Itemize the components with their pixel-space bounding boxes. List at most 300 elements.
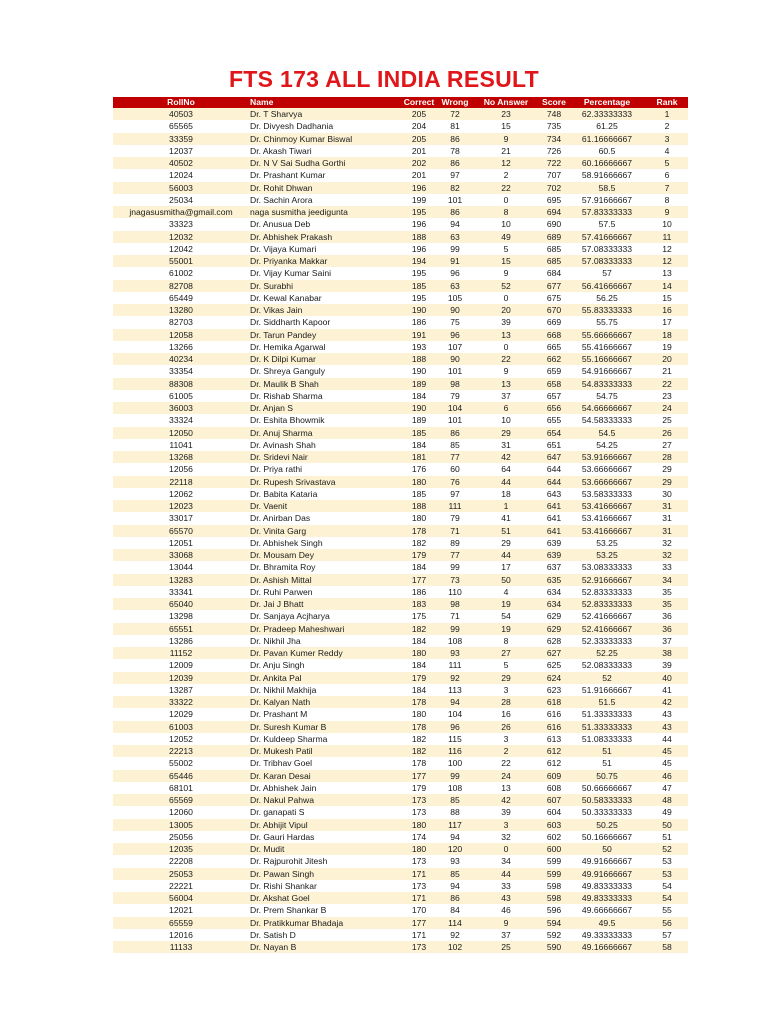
cell-no-answer: 21 <box>472 145 540 157</box>
cell-rollno: 33354 <box>113 365 249 377</box>
cell-wrong: 71 <box>438 525 472 537</box>
table-row <box>113 659 688 671</box>
cell-wrong: 113 <box>438 684 472 696</box>
cell-score: 644 <box>540 476 568 488</box>
cell-no-answer: 5 <box>472 659 540 671</box>
table-row <box>113 586 688 598</box>
cell-name: Dr. Anirban Das <box>249 512 400 524</box>
cell-no-answer: 22 <box>472 182 540 194</box>
cell-rollno: 65446 <box>113 770 249 782</box>
cell-percentage: 51 <box>568 757 646 769</box>
cell-percentage: 51.33333333 <box>568 708 646 720</box>
cell-rollno: 13280 <box>113 304 249 316</box>
cell-correct: 188 <box>400 353 438 365</box>
cell-no-answer: 50 <box>472 574 540 586</box>
cell-name: Dr. Avinash Shah <box>249 439 400 451</box>
cell-correct: 195 <box>400 267 438 279</box>
cell-correct: 193 <box>400 341 438 353</box>
cell-score: 644 <box>540 463 568 475</box>
cell-percentage: 53.41666667 <box>568 500 646 512</box>
cell-no-answer: 52 <box>472 280 540 292</box>
cell-rank: 29 <box>646 476 688 488</box>
cell-no-answer: 13 <box>472 782 540 794</box>
cell-rank: 10 <box>646 218 688 230</box>
cell-name: Dr. Hemika Agarwal <box>249 341 400 353</box>
cell-rank: 35 <box>646 598 688 610</box>
table-row <box>113 880 688 892</box>
cell-correct: 173 <box>400 880 438 892</box>
cell-percentage: 58.5 <box>568 182 646 194</box>
cell-wrong: 98 <box>438 598 472 610</box>
cell-rollno: 33324 <box>113 414 249 426</box>
cell-rollno: 13005 <box>113 819 249 831</box>
table-row <box>113 610 688 622</box>
table-row <box>113 537 688 549</box>
cell-percentage: 49.66666667 <box>568 904 646 916</box>
cell-name: Dr. Gauri Hardas <box>249 831 400 843</box>
cell-name: Dr. K Dilpi Kumar <box>249 353 400 365</box>
cell-rollno: 55001 <box>113 255 249 267</box>
cell-wrong: 105 <box>438 292 472 304</box>
cell-name: Dr. Jai J Bhatt <box>249 598 400 610</box>
cell-no-answer: 28 <box>472 696 540 708</box>
cell-rollno: 12039 <box>113 672 249 684</box>
cell-rollno: 61005 <box>113 390 249 402</box>
cell-no-answer: 22 <box>472 353 540 365</box>
cell-percentage: 60.16666667 <box>568 157 646 169</box>
cell-percentage: 49.33333333 <box>568 929 646 941</box>
cell-correct: 173 <box>400 794 438 806</box>
cell-name: Dr. Mukesh Patil <box>249 745 400 757</box>
cell-wrong: 60 <box>438 463 472 475</box>
cell-rank: 36 <box>646 623 688 635</box>
cell-rollno: 13268 <box>113 451 249 463</box>
cell-percentage: 49.5 <box>568 917 646 929</box>
cell-rank: 40 <box>646 672 688 684</box>
cell-no-answer: 9 <box>472 917 540 929</box>
cell-name: Dr. Siddharth Kapoor <box>249 316 400 328</box>
cell-wrong: 111 <box>438 500 472 512</box>
cell-rank: 39 <box>646 659 688 671</box>
cell-percentage: 56.25 <box>568 292 646 304</box>
cell-rollno: 25034 <box>113 194 249 206</box>
cell-correct: 189 <box>400 378 438 390</box>
cell-wrong: 79 <box>438 390 472 402</box>
cell-rank: 31 <box>646 512 688 524</box>
table-row <box>113 757 688 769</box>
result-table <box>113 97 688 953</box>
cell-rank: 50 <box>646 819 688 831</box>
cell-wrong: 86 <box>438 206 472 218</box>
table-row <box>113 329 688 341</box>
cell-percentage: 54.58333333 <box>568 414 646 426</box>
cell-no-answer: 15 <box>472 255 540 267</box>
cell-score: 634 <box>540 598 568 610</box>
cell-wrong: 96 <box>438 329 472 341</box>
table-row <box>113 488 688 500</box>
cell-rollno: 33323 <box>113 218 249 230</box>
cell-wrong: 88 <box>438 806 472 818</box>
cell-rank: 4 <box>646 145 688 157</box>
table-row <box>113 917 688 929</box>
cell-correct: 178 <box>400 696 438 708</box>
cell-score: 625 <box>540 659 568 671</box>
cell-score: 641 <box>540 525 568 537</box>
cell-name: Dr. N V Sai Sudha Gorthi <box>249 157 400 169</box>
cell-percentage: 52 <box>568 672 646 684</box>
table-row <box>113 353 688 365</box>
cell-no-answer: 1 <box>472 500 540 512</box>
cell-score: 647 <box>540 451 568 463</box>
cell-correct: 184 <box>400 561 438 573</box>
cell-no-answer: 44 <box>472 476 540 488</box>
cell-score: 734 <box>540 133 568 145</box>
cell-rank: 3 <box>646 133 688 145</box>
cell-no-answer: 0 <box>472 341 540 353</box>
cell-rank: 17 <box>646 316 688 328</box>
cell-correct: 202 <box>400 157 438 169</box>
cell-wrong: 73 <box>438 574 472 586</box>
cell-score: 656 <box>540 402 568 414</box>
cell-score: 623 <box>540 684 568 696</box>
cell-wrong: 102 <box>438 941 472 953</box>
cell-rollno: 65449 <box>113 292 249 304</box>
cell-rank: 41 <box>646 684 688 696</box>
cell-percentage: 49.83333333 <box>568 892 646 904</box>
cell-name: Dr. Kewal Kanabar <box>249 292 400 304</box>
cell-name: Dr. Kalyan Nath <box>249 696 400 708</box>
cell-correct: 182 <box>400 537 438 549</box>
cell-rank: 20 <box>646 353 688 365</box>
cell-rollno: 88308 <box>113 378 249 390</box>
cell-score: 659 <box>540 365 568 377</box>
cell-wrong: 63 <box>438 231 472 243</box>
cell-wrong: 85 <box>438 794 472 806</box>
cell-rollno: 22208 <box>113 855 249 867</box>
cell-rank: 55 <box>646 904 688 916</box>
cell-rollno: jnagasusmitha@gmail.com <box>113 206 249 218</box>
cell-percentage: 53.58333333 <box>568 488 646 500</box>
cell-rollno: 11152 <box>113 647 249 659</box>
cell-name: Dr. Sachin Arora <box>249 194 400 206</box>
cell-rollno: 65551 <box>113 623 249 635</box>
cell-no-answer: 39 <box>472 806 540 818</box>
cell-no-answer: 15 <box>472 120 540 132</box>
table-row <box>113 390 688 402</box>
cell-no-answer: 37 <box>472 390 540 402</box>
cell-percentage: 52.25 <box>568 647 646 659</box>
cell-wrong: 110 <box>438 586 472 598</box>
table-row <box>113 451 688 463</box>
cell-score: 654 <box>540 427 568 439</box>
cell-no-answer: 41 <box>472 512 540 524</box>
cell-correct: 180 <box>400 476 438 488</box>
cell-percentage: 52.08333333 <box>568 659 646 671</box>
table-row <box>113 133 688 145</box>
cell-correct: 180 <box>400 843 438 855</box>
cell-no-answer: 0 <box>472 843 540 855</box>
cell-name: Dr. Divyesh Dadhania <box>249 120 400 132</box>
cell-correct: 188 <box>400 500 438 512</box>
cell-score: 594 <box>540 917 568 929</box>
cell-wrong: 76 <box>438 476 472 488</box>
table-row <box>113 561 688 573</box>
cell-name: Dr. Surabhi <box>249 280 400 292</box>
table-row <box>113 316 688 328</box>
cell-correct: 190 <box>400 304 438 316</box>
cell-rollno: 33017 <box>113 512 249 524</box>
cell-name: Dr. Pradeep Maheshwari <box>249 623 400 635</box>
cell-rollno: 25056 <box>113 831 249 843</box>
cell-score: 607 <box>540 794 568 806</box>
cell-percentage: 54.75 <box>568 390 646 402</box>
cell-rollno: 61002 <box>113 267 249 279</box>
cell-percentage: 55.75 <box>568 316 646 328</box>
cell-name: Dr. Akshat Goel <box>249 892 400 904</box>
cell-no-answer: 2 <box>472 169 540 181</box>
cell-percentage: 57 <box>568 267 646 279</box>
cell-name: Dr. Priya rathi <box>249 463 400 475</box>
cell-wrong: 79 <box>438 512 472 524</box>
cell-rollno: 12058 <box>113 329 249 341</box>
cell-rollno: 61003 <box>113 721 249 733</box>
cell-wrong: 90 <box>438 304 472 316</box>
cell-wrong: 86 <box>438 427 472 439</box>
cell-percentage: 54.66666667 <box>568 402 646 414</box>
table-row <box>113 341 688 353</box>
cell-name: Dr. Rajpurohit Jitesh <box>249 855 400 867</box>
cell-no-answer: 4 <box>472 586 540 598</box>
cell-no-answer: 10 <box>472 414 540 426</box>
cell-wrong: 98 <box>438 378 472 390</box>
cell-no-answer: 19 <box>472 598 540 610</box>
cell-wrong: 99 <box>438 623 472 635</box>
cell-score: 598 <box>540 880 568 892</box>
cell-score: 695 <box>540 194 568 206</box>
cell-wrong: 90 <box>438 353 472 365</box>
table-row <box>113 623 688 635</box>
cell-rank: 43 <box>646 708 688 720</box>
cell-name: Dr. Tarun Pandey <box>249 329 400 341</box>
cell-name: Dr. Nakul Pahwa <box>249 794 400 806</box>
cell-correct: 178 <box>400 525 438 537</box>
cell-percentage: 57.91666667 <box>568 194 646 206</box>
cell-rank: 53 <box>646 868 688 880</box>
cell-score: 689 <box>540 231 568 243</box>
cell-wrong: 96 <box>438 721 472 733</box>
cell-wrong: 101 <box>438 365 472 377</box>
cell-name: Dr. Pavan Kumer Reddy <box>249 647 400 659</box>
table-row <box>113 463 688 475</box>
cell-percentage: 49.83333333 <box>568 880 646 892</box>
cell-correct: 185 <box>400 427 438 439</box>
cell-rollno: 12021 <box>113 904 249 916</box>
cell-percentage: 53.08333333 <box>568 561 646 573</box>
cell-wrong: 99 <box>438 243 472 255</box>
cell-no-answer: 17 <box>472 561 540 573</box>
cell-name: Dr. Rohit Dhwan <box>249 182 400 194</box>
cell-percentage: 57.83333333 <box>568 206 646 218</box>
cell-score: 657 <box>540 390 568 402</box>
cell-no-answer: 8 <box>472 206 540 218</box>
cell-score: 675 <box>540 292 568 304</box>
cell-percentage: 54.83333333 <box>568 378 646 390</box>
cell-rank: 44 <box>646 733 688 745</box>
cell-rank: 32 <box>646 537 688 549</box>
cell-correct: 185 <box>400 280 438 292</box>
table-row <box>113 402 688 414</box>
table-row <box>113 157 688 169</box>
cell-correct: 199 <box>400 194 438 206</box>
cell-percentage: 50.75 <box>568 770 646 782</box>
cell-name: Dr. Shreya Ganguly <box>249 365 400 377</box>
cell-percentage: 49.16666667 <box>568 941 646 953</box>
cell-correct: 171 <box>400 929 438 941</box>
cell-no-answer: 13 <box>472 378 540 390</box>
cell-correct: 190 <box>400 402 438 414</box>
cell-percentage: 54.91666667 <box>568 365 646 377</box>
cell-correct: 179 <box>400 672 438 684</box>
cell-no-answer: 29 <box>472 672 540 684</box>
cell-name: Dr. Sridevi Nair <box>249 451 400 463</box>
table-row <box>113 672 688 684</box>
cell-name: Dr. Vijaya Kumari <box>249 243 400 255</box>
cell-wrong: 91 <box>438 255 472 267</box>
cell-wrong: 114 <box>438 917 472 929</box>
cell-rank: 34 <box>646 574 688 586</box>
cell-percentage: 53.91666667 <box>568 451 646 463</box>
cell-rank: 1 <box>646 108 688 120</box>
cell-rollno: 82708 <box>113 280 249 292</box>
cell-score: 707 <box>540 169 568 181</box>
cell-wrong: 82 <box>438 182 472 194</box>
cell-no-answer: 24 <box>472 770 540 782</box>
table-row <box>113 892 688 904</box>
column-header-rank: Rank <box>646 97 688 108</box>
column-header-no-answer: No Answer <box>472 97 540 108</box>
cell-rank: 37 <box>646 635 688 647</box>
cell-rank: 22 <box>646 378 688 390</box>
cell-no-answer: 5 <box>472 243 540 255</box>
table-row <box>113 231 688 243</box>
cell-correct: 177 <box>400 917 438 929</box>
cell-rollno: 12032 <box>113 231 249 243</box>
cell-rank: 46 <box>646 770 688 782</box>
cell-wrong: 107 <box>438 341 472 353</box>
cell-rollno: 82703 <box>113 316 249 328</box>
cell-wrong: 104 <box>438 402 472 414</box>
cell-percentage: 51 <box>568 745 646 757</box>
cell-rank: 6 <box>646 169 688 181</box>
table-row <box>113 194 688 206</box>
cell-rank: 48 <box>646 794 688 806</box>
cell-name: Dr. Bhramita Roy <box>249 561 400 573</box>
cell-no-answer: 9 <box>472 365 540 377</box>
cell-correct: 173 <box>400 855 438 867</box>
table-row <box>113 280 688 292</box>
cell-score: 670 <box>540 304 568 316</box>
cell-correct: 175 <box>400 610 438 622</box>
cell-rank: 16 <box>646 304 688 316</box>
cell-rank: 35 <box>646 586 688 598</box>
cell-no-answer: 3 <box>472 684 540 696</box>
cell-rollno: 12050 <box>113 427 249 439</box>
cell-score: 634 <box>540 586 568 598</box>
cell-wrong: 101 <box>438 414 472 426</box>
cell-rank: 25 <box>646 414 688 426</box>
table-row <box>113 182 688 194</box>
cell-name: Dr. Abhishek Singh <box>249 537 400 549</box>
table-row <box>113 721 688 733</box>
cell-rank: 51 <box>646 831 688 843</box>
cell-correct: 184 <box>400 659 438 671</box>
cell-rank: 42 <box>646 696 688 708</box>
cell-name: Dr. Prashant M <box>249 708 400 720</box>
cell-no-answer: 64 <box>472 463 540 475</box>
cell-correct: 191 <box>400 329 438 341</box>
cell-no-answer: 23 <box>472 108 540 120</box>
cell-percentage: 58.91666667 <box>568 169 646 181</box>
cell-rank: 47 <box>646 782 688 794</box>
cell-score: 665 <box>540 341 568 353</box>
cell-correct: 182 <box>400 745 438 757</box>
cell-score: 668 <box>540 329 568 341</box>
cell-name: Dr. Vikas Jain <box>249 304 400 316</box>
cell-name: Dr. Tribhav Goel <box>249 757 400 769</box>
cell-name: Dr. Anuj Sharma <box>249 427 400 439</box>
cell-no-answer: 13 <box>472 329 540 341</box>
cell-rollno: 12016 <box>113 929 249 941</box>
table-row <box>113 868 688 880</box>
cell-rank: 12 <box>646 255 688 267</box>
cell-wrong: 94 <box>438 218 472 230</box>
table-row <box>113 500 688 512</box>
table-row <box>113 708 688 720</box>
cell-rank: 31 <box>646 500 688 512</box>
cell-rank: 19 <box>646 341 688 353</box>
cell-score: 627 <box>540 647 568 659</box>
cell-rank: 7 <box>646 182 688 194</box>
cell-rollno: 12037 <box>113 145 249 157</box>
cell-correct: 188 <box>400 231 438 243</box>
cell-rollno: 33068 <box>113 549 249 561</box>
cell-wrong: 86 <box>438 892 472 904</box>
cell-name: Dr. Abhijit Vipul <box>249 819 400 831</box>
cell-rank: 30 <box>646 488 688 500</box>
cell-no-answer: 9 <box>472 133 540 145</box>
cell-percentage: 53.41666667 <box>568 512 646 524</box>
cell-name: Dr. Pawan Singh <box>249 868 400 880</box>
cell-percentage: 52.41666667 <box>568 623 646 635</box>
table-row <box>113 574 688 586</box>
cell-no-answer: 39 <box>472 316 540 328</box>
table-row <box>113 733 688 745</box>
cell-correct: 184 <box>400 635 438 647</box>
cell-rank: 21 <box>646 365 688 377</box>
cell-no-answer: 2 <box>472 745 540 757</box>
cell-percentage: 49.91666667 <box>568 868 646 880</box>
cell-rollno: 12052 <box>113 733 249 745</box>
cell-name: Dr. Eshita Bhowmik <box>249 414 400 426</box>
cell-name: Dr. Rupesh Srivastava <box>249 476 400 488</box>
cell-score: 599 <box>540 868 568 880</box>
cell-wrong: 84 <box>438 904 472 916</box>
cell-percentage: 50.25 <box>568 819 646 831</box>
cell-score: 690 <box>540 218 568 230</box>
cell-name: Dr. Ashish Mittal <box>249 574 400 586</box>
column-header-name: Name <box>249 97 400 108</box>
cell-wrong: 75 <box>438 316 472 328</box>
